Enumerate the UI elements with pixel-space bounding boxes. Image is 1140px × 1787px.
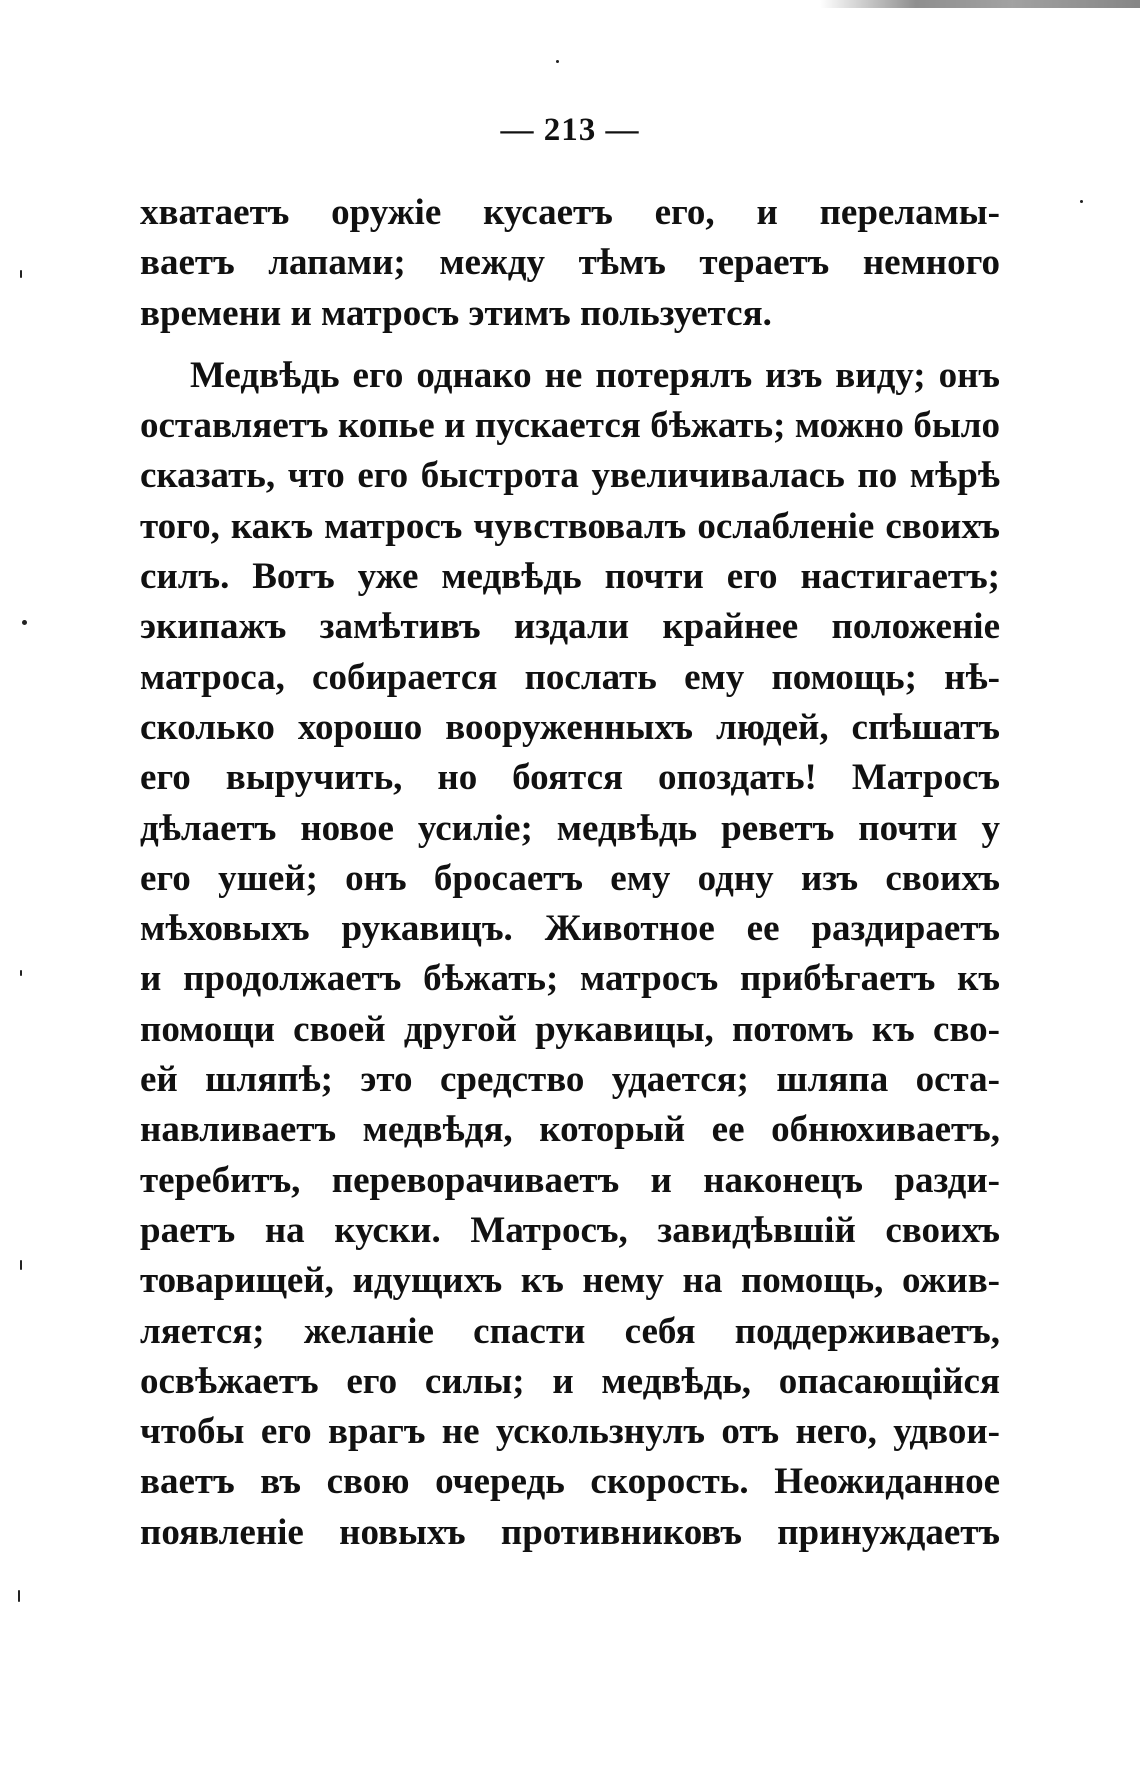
text-line: Медвѣдь его однако не потерялъ изъ виду; онъ: [190, 354, 1000, 396]
text-line: матроса, собирается послать ему помощь; нѣ-: [140, 656, 1000, 698]
text-line: хватаетъ оружіе кусаетъ его, и переламы-: [140, 192, 1000, 233]
text-line: того, какъ матросъ чувствовалъ ослабленіе своихъ: [140, 505, 1000, 547]
text-line: его выручить, но боятся опоздать! Матросъ: [140, 757, 1000, 799]
text-line: ваетъ въ свою очередь скорость. Неожиданное: [140, 1461, 1000, 1503]
text-line: ей шляпѣ; это средство удается; шляпа оста-: [140, 1059, 1000, 1101]
paragraph-2: [140, 351, 1000, 1558]
scan-speck: [1080, 200, 1083, 203]
text-line: дѣлаетъ новое усиліе; медвѣдь реветъ почти у: [140, 807, 1000, 849]
text-line: ваетъ лапами; между тѣмъ тераетъ немного: [140, 242, 1000, 284]
text-line: сколько хорошо вооруженныхъ людей, спѣшатъ: [140, 706, 1000, 748]
text-line: теребитъ, переворачиваетъ и наконецъ разди-: [140, 1159, 1000, 1201]
text-line: силъ. Вотъ уже медвѣдь почти его настигаетъ;: [140, 556, 1000, 598]
text-line: чтобы его врагъ не ускользнулъ отъ него, удвои-: [140, 1411, 1000, 1453]
text-line: сказать, что его быстрота увеличивалась по мѣрѣ: [140, 455, 1000, 497]
scan-speck: [18, 1590, 20, 1602]
scan-speck: [20, 270, 22, 278]
scan-speck: [20, 1260, 22, 1270]
body-text: [140, 188, 1000, 1558]
text-line: помощи своей другой рукавицы, потомъ къ сво-: [140, 1008, 1000, 1050]
text-line: ляется; желаніе спасти себя поддерживаетъ,: [140, 1310, 1000, 1352]
text-line: времени и матросъ этимъ пользуется.: [140, 292, 772, 334]
text-line: раетъ на куски. Матросъ, завидѣвшій своихъ: [140, 1209, 1000, 1251]
text-line: навливаетъ медвѣдя, который ее обнюхиваетъ,: [140, 1109, 1000, 1151]
text-line: мѣховыхъ рукавицъ. Животное ее раздираетъ: [140, 908, 1000, 950]
text-line: и продолжаетъ бѣжать; матросъ прибѣгаетъ къ: [140, 958, 1000, 1000]
scan-speck: [556, 60, 559, 63]
text-line: его ушей; онъ бросаетъ ему одну изъ своихъ: [140, 857, 1000, 899]
scan-speck: [22, 620, 27, 625]
text-line: экипажъ замѣтивъ издали крайнее положеніе: [140, 606, 1000, 648]
page-number: — 213 —: [500, 112, 640, 148]
text-line: товарищей, идущихъ къ нему на помощь, ожив-: [140, 1260, 1000, 1302]
scan-edge-artifact: [820, 0, 1140, 8]
text-line: освѣжаетъ его силы; и медвѣдь, опасающійся: [140, 1360, 1000, 1402]
text-line: оставляетъ копье и пускается бѣжать; можно было: [140, 405, 1000, 447]
text-line: появленіе новыхъ противниковъ принуждаетъ: [140, 1511, 1000, 1553]
paragraph-1: [140, 188, 1000, 339]
scan-speck: [20, 970, 22, 976]
